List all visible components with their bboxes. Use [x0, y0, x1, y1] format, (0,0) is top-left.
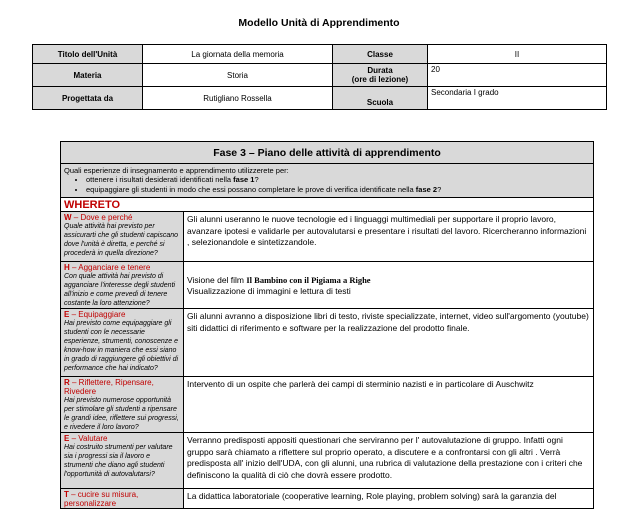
table-row [61, 377, 594, 433]
question-cell: E – Equipaggiare Hai previsto come equipaggiare gli studenti con le necessarie esperienze, strumenti, conoscenze e know-how in maniera che essi siano in grado di raggiungere gli obiettivi di performance che hai indicato? [61, 309, 184, 377]
intro-question: Quali esperienze di insegnamento e apprendimento utilizzerete per: [64, 166, 289, 175]
answer-cell: Verranno predisposti appositi questionari che serviranno per l' autovalutazione di gruppo. Infatti ogni gruppo sarà chiamato a riflettere sul proprio operato, a discutere e a confrontarsi con gli altri . Verrà predisposta all' inizio dell'UDA, con gli alunni, una rubrica di valutazione della prestazione con i criteri che definiscono la qualità di ciò che dovrà essere prodotto. [184, 433, 594, 489]
table-row [61, 489, 594, 509]
durata-label [333, 64, 428, 87]
materia-value: Storia [143, 64, 333, 87]
whereto-heading: WHERETO [61, 198, 594, 212]
progettata-value: Rutigliano Rossella [143, 87, 333, 110]
unit-info-table [32, 44, 607, 110]
question-cell: R – Riflettere, Ripensare, Rivedere Hai previsto numerose opportunità per stimolare gli studenti a ripensare le grandi idee, riflettere sui progressi, e rivedere il loro lavoro? [61, 377, 184, 433]
answer-cell: La didattica laboratoriale (cooperative learning, Role playing, problem solving) sarà la garanzia del [184, 489, 594, 509]
titolo-value: La giornata della memoria [143, 45, 333, 64]
document-title: Modello Unità di Apprendimento [238, 17, 400, 29]
question-cell: W – Dove e perché Quale attività hai previsto per assicurarti che gli studenti capiscano dove l'unità è diretta, e perché si procederà in quella direzione? [61, 212, 184, 262]
table-row [61, 262, 594, 309]
film-title: Il Bambino con il Pigiama a Righe [246, 274, 371, 285]
progettata-label: Progettata da [33, 87, 143, 110]
classe-value: II [428, 45, 607, 64]
intro-bullet: • ottenere i risultati desiderati identificati nella fase 1? [86, 175, 590, 185]
answer-cell: Gli alunni avranno a disposizione libri di testo, riviste specializzate, internet, video sull'argomento (youtube) siti didattici di riferimento e software per la realizzazione del prodotto finale. [184, 309, 594, 377]
activity-plan-table [60, 141, 594, 509]
titolo-label: Titolo dell'Unità [33, 45, 143, 64]
phase-intro [61, 164, 594, 198]
question-cell: H – Agganciare e tenere Con quale attività hai previsto di agganciare l'interesse degli studenti all'inizio e come prevedi di tenere costante la loro attenzione? [61, 262, 184, 309]
durata-value: 20 [428, 64, 607, 87]
phase-intro-row [61, 164, 594, 198]
answer-cell: Intervento di un ospite che parlerà dei campi di sterminio nazisti e in particolare di Auschwitz [184, 377, 594, 433]
intro-bullets [64, 175, 590, 195]
question-cell: E – Valutare Hai costruito strumenti per valutare sia i progressi sia il lavoro e strumenti che diano agli studenti l'opportunità di autovalutarsi? [61, 433, 184, 489]
answer-cell: Visione del film Il Bambino con il Pigiama a Righe Visualizzazione di immagini e lettura di testi [184, 262, 594, 309]
answer-cell: Gli alunni useranno le nuove tecnologie ed i linguaggi multimediali per supportare il proprio lavoro, avanzare ipotesi e validarle per autovalutarsi e presentare i risultati del lavoro. Ricercheranno informazioni , selezionandole e sintetizzandole. [184, 212, 594, 262]
scuola-label: Scuola [333, 87, 428, 110]
table-row [61, 309, 594, 377]
phase-header-row [61, 142, 594, 164]
whereto-row [61, 198, 594, 212]
question-cell: T – cucire su misura, personalizzare [61, 489, 184, 509]
phase-title: Fase 3 – Piano delle attività di apprendimento [61, 142, 594, 164]
durata-label-line1: Durata [367, 66, 393, 75]
info-row-materia [33, 64, 607, 87]
classe-label: Classe [333, 45, 428, 64]
table-row [61, 212, 594, 262]
durata-label-line2: (ore di lezione) [351, 75, 409, 84]
info-row-titolo [33, 45, 607, 64]
info-row-progettata [33, 87, 607, 110]
intro-bullet: • equipaggiare gli studenti in modo che essi possano completare le prove di verifica identificate nella fase 2? [86, 185, 590, 195]
materia-label: Materia [33, 64, 143, 87]
scuola-value: Secondaria I grado [428, 87, 607, 110]
table-row [61, 433, 594, 489]
